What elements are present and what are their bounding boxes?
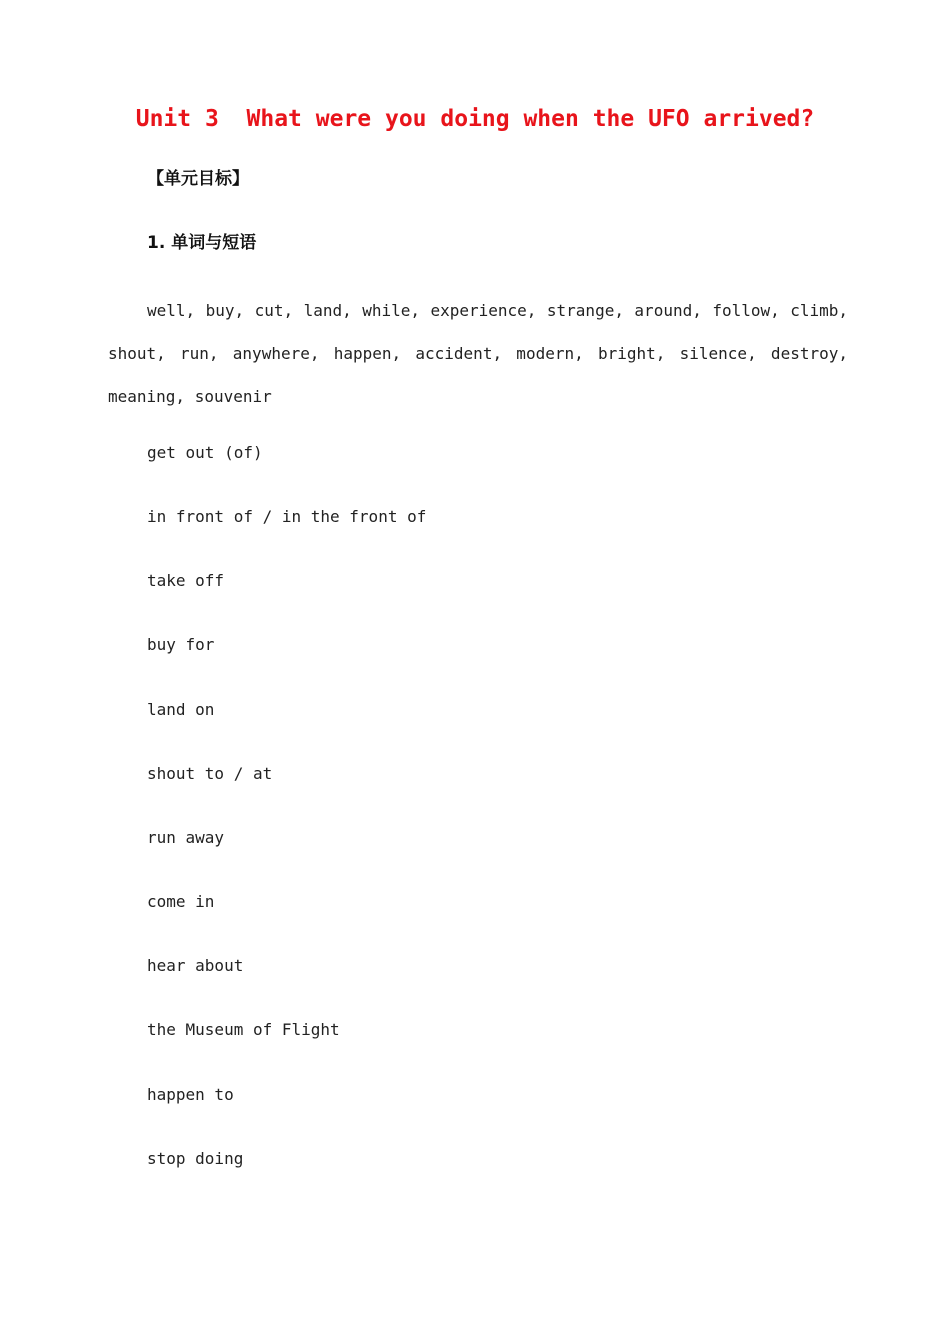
phrase-item: hear about bbox=[147, 956, 244, 975]
phrase-item: the Museum of Flight bbox=[147, 1020, 340, 1039]
phrase-item: take off bbox=[147, 571, 225, 590]
phrase-item: land on bbox=[147, 700, 215, 719]
phrase-item: in front of / in the front of bbox=[147, 507, 427, 526]
phrase-item: come in bbox=[147, 892, 215, 911]
phrase-item: run away bbox=[147, 828, 225, 847]
phrase-item: get out (of) bbox=[147, 443, 263, 462]
vocabulary-word-list: well, buy, cut, land, while, experience, strange, around, follow, climb, shout, run, anywhere, happen, accident, modern, bright, silence, destroy, meaning, souvenir bbox=[108, 301, 848, 406]
phrase-item: happen to bbox=[147, 1085, 234, 1104]
unit-title: Unit 3 What were you doing when the UFO arrived? bbox=[135, 106, 815, 132]
section-heading-unit-goals: 【单元目标】 bbox=[147, 169, 249, 189]
subheading-words-and-phrases: 1. 单词与短语 bbox=[147, 233, 257, 253]
phrase-item: stop doing bbox=[147, 1149, 244, 1168]
phrase-item: shout to / at bbox=[147, 764, 273, 783]
phrase-item: buy for bbox=[147, 635, 215, 654]
